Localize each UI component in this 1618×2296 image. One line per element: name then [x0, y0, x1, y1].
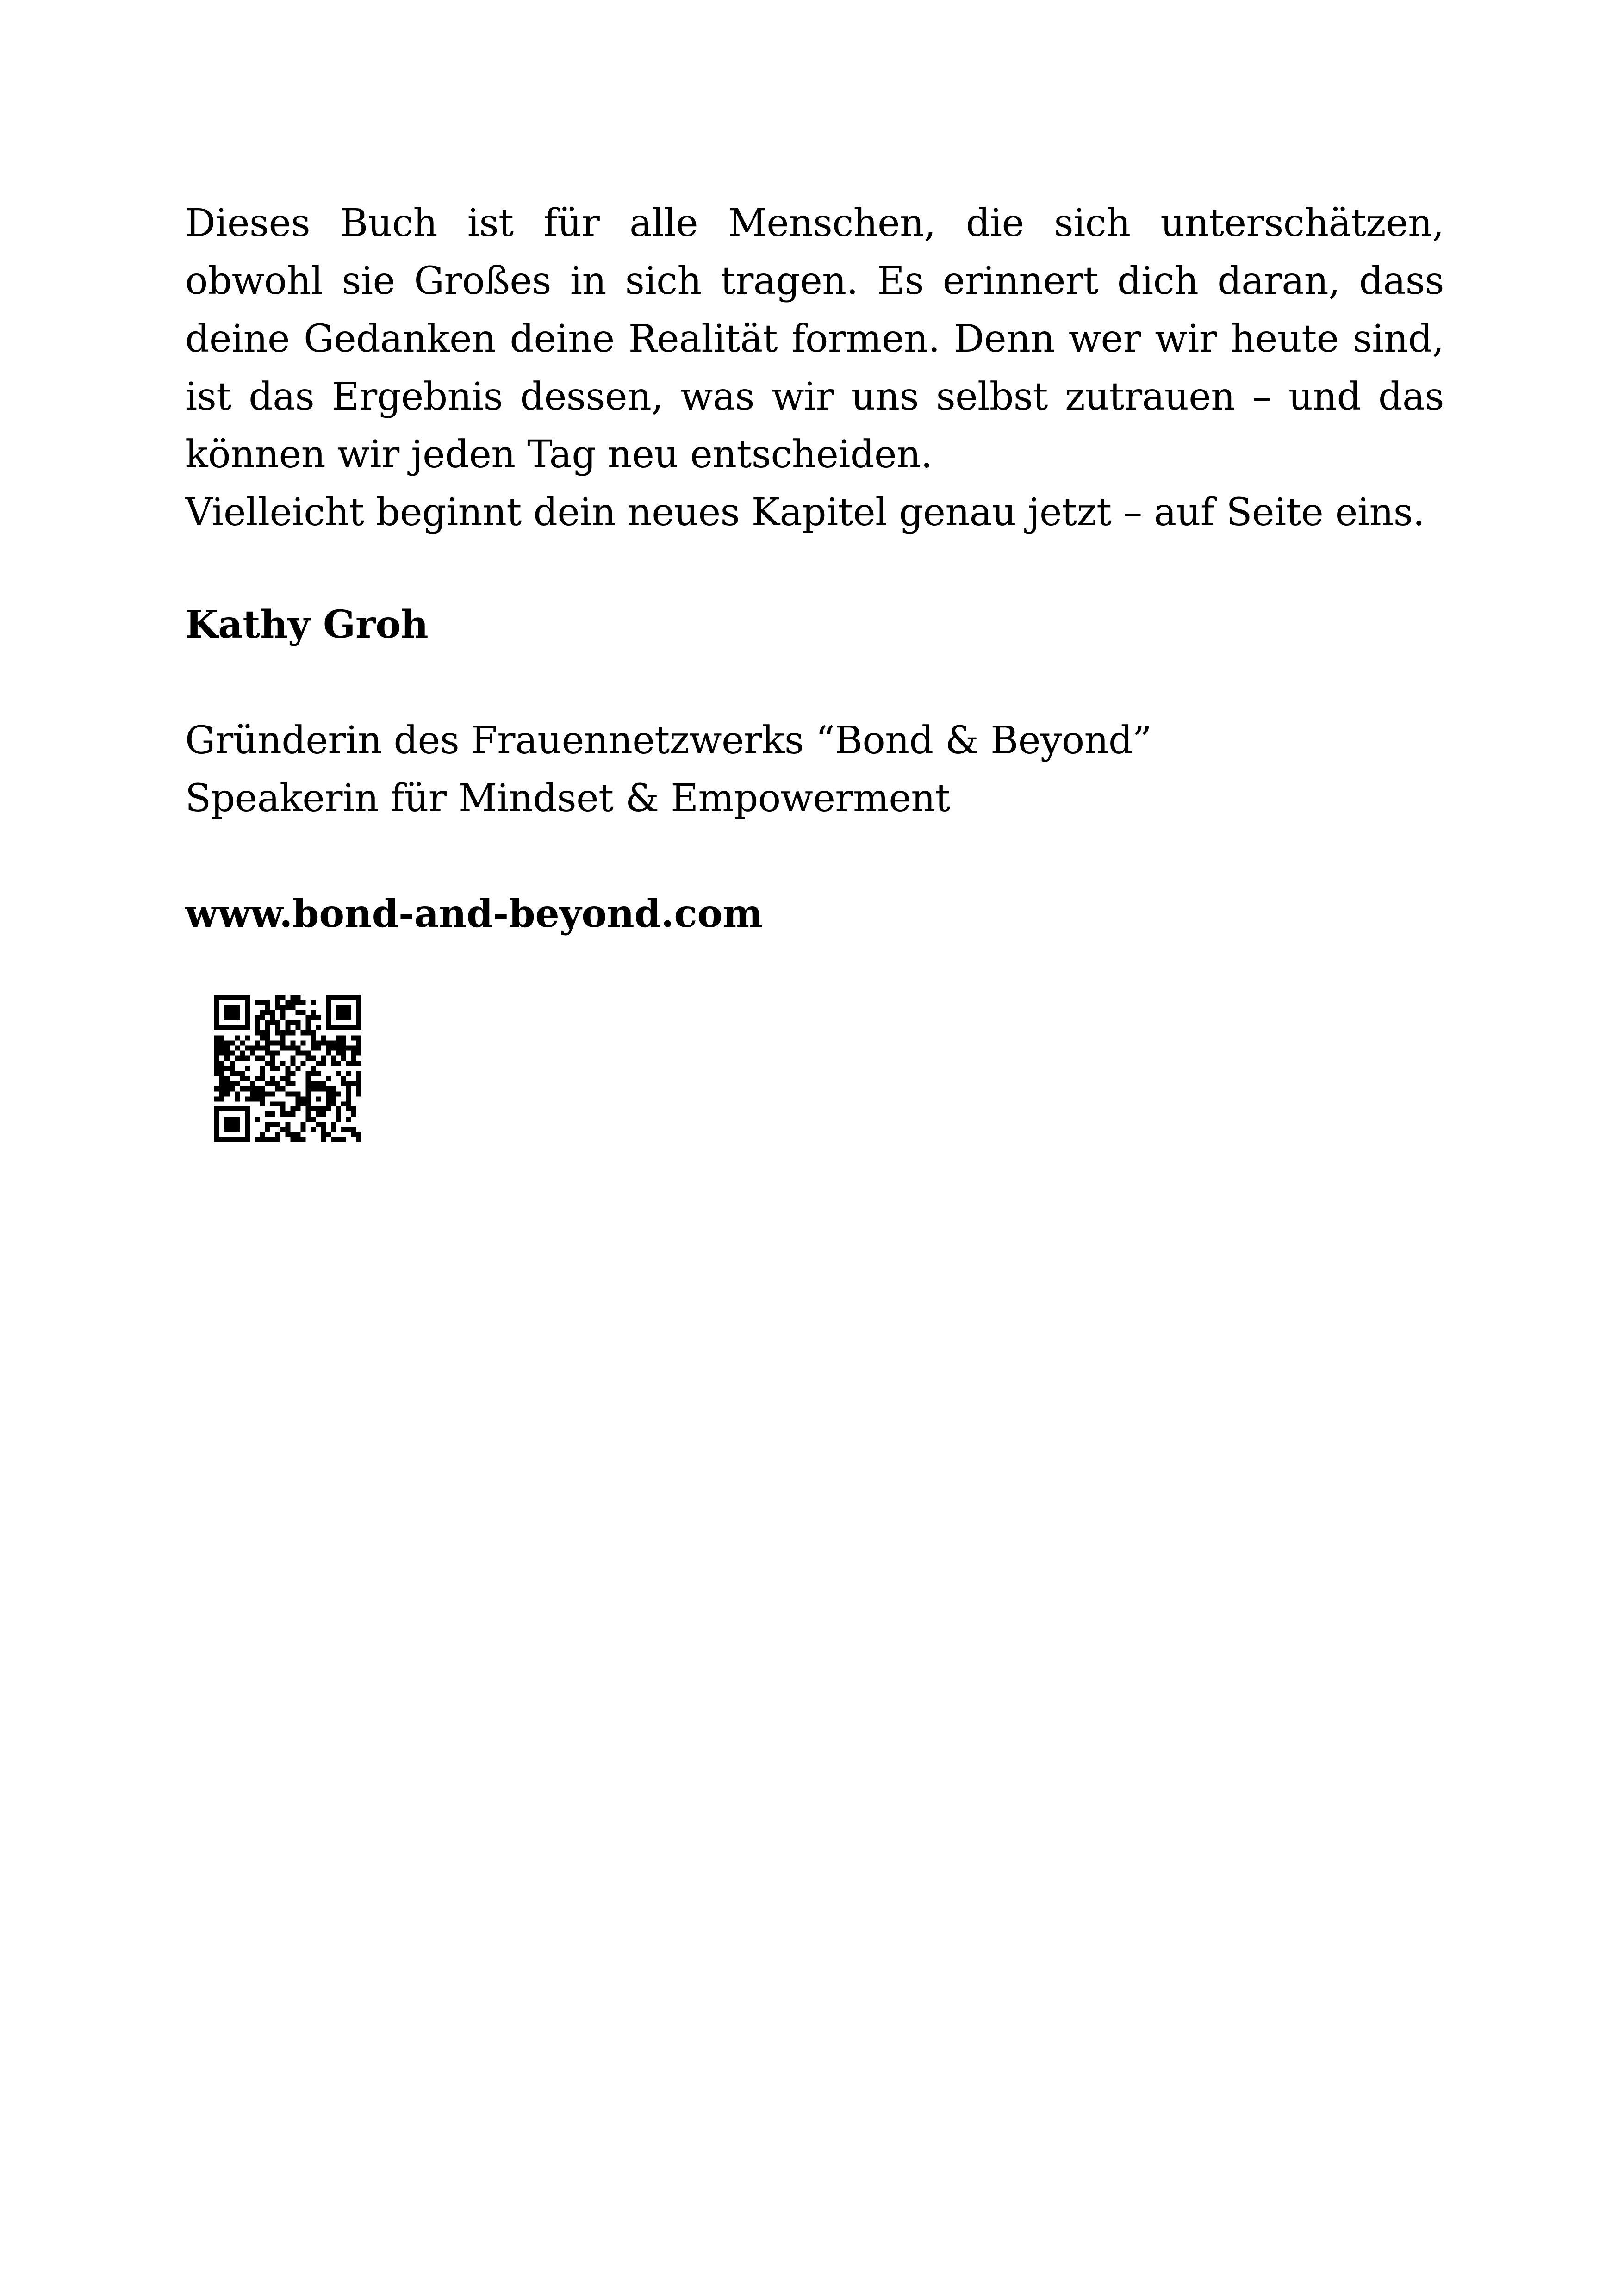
- qr-code-icon: [214, 995, 361, 1142]
- role-speaker: Speakerin für Mindset & Empowerment: [185, 776, 951, 820]
- author-name: Kathy Groh: [185, 602, 429, 647]
- page-content: [185, 194, 1444, 943]
- closing-line: Vielleicht beginnt dein neues Kapitel genau jetzt – auf Seite eins.: [185, 490, 1425, 534]
- website-link[interactable]: www.bond-and-beyond.com: [185, 892, 763, 936]
- intro-paragraph: Dieses Buch ist für alle Menschen, die sich unterschätzen, obwohl sie Großes in sich tragen. Es erinnert dich daran, dass deine Gedanken deine Realität formen. Denn wer wir heute sind, ist das Ergebnis dessen, was wir uns selbst zutrauen – und das können wir jeden Tag neu entscheiden.: [185, 201, 1444, 477]
- role-founder: Gründerin des Frauennetzwerks “Bond & Beyond”: [185, 719, 1152, 763]
- author-roles: [185, 712, 1444, 827]
